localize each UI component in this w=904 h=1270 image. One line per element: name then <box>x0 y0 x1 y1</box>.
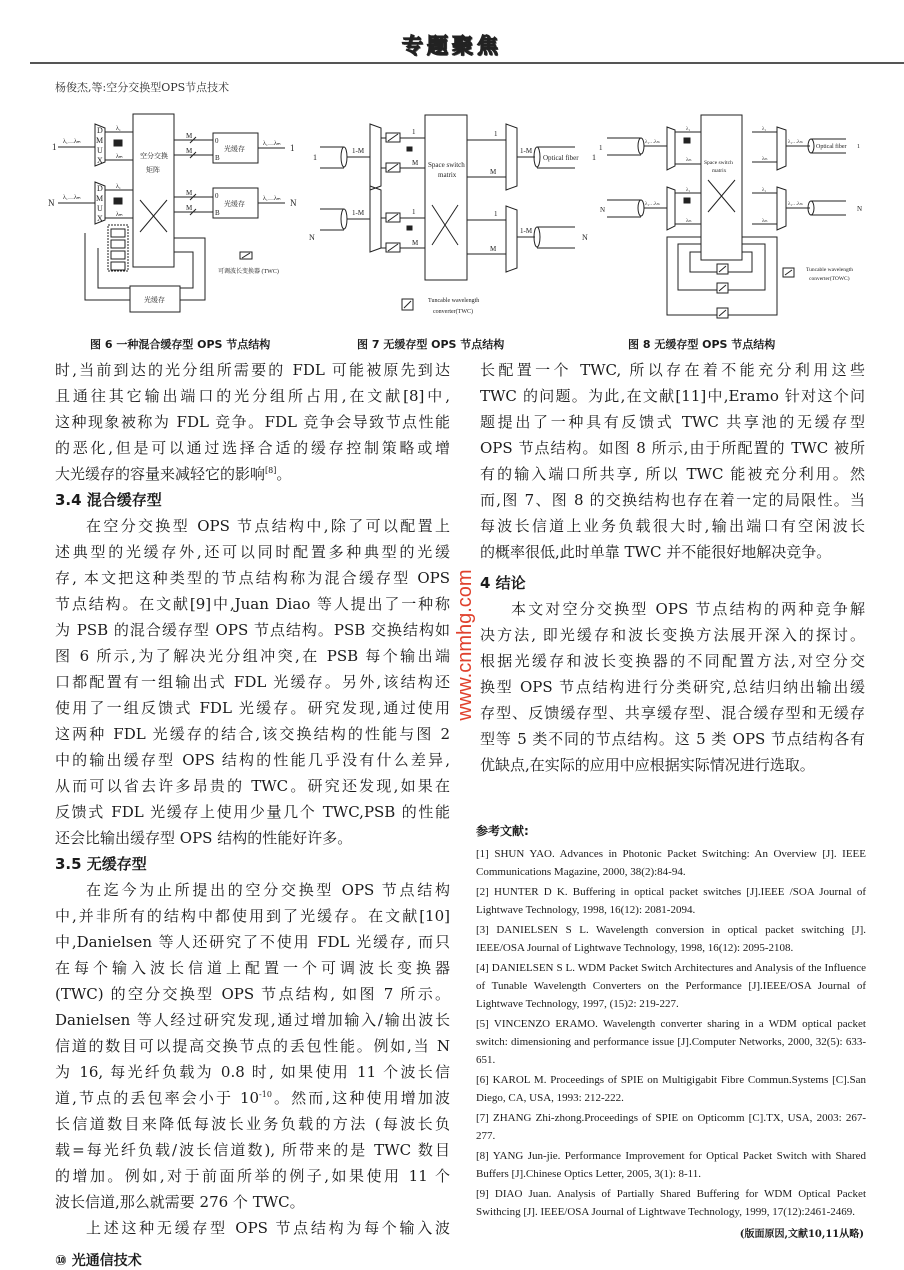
label: M <box>490 168 497 176</box>
label: B <box>215 154 220 162</box>
label: matrix <box>712 168 727 174</box>
label: 1 <box>313 153 317 162</box>
label: D <box>97 184 103 193</box>
label: X <box>97 214 103 223</box>
line-text: 存, 本文把这种类型的节点结构称为混合缓存型 OPS <box>55 569 450 587</box>
text-line <box>55 747 450 773</box>
label: λ₁…λₘ <box>263 196 281 202</box>
text-line <box>480 539 865 565</box>
text-line <box>55 1137 450 1163</box>
label: N <box>309 233 315 242</box>
label: 空分交换 <box>140 152 168 160</box>
line-text: 本文对空分交换型 OPS 节点结构的两种竞争解 <box>511 600 865 618</box>
figures <box>0 100 904 335</box>
crossbar-icon <box>140 200 167 232</box>
line-text: TWC 的问题。为此,在文献[11]中,Eramo 针对这个问 <box>480 387 865 405</box>
line-text: 使用了一组反馈式 FDL 光缓存。研究发现,通过使用 <box>55 699 450 717</box>
line-text: 从而可以省去许多昂贵的 TWC。研究还发现,如果在 <box>55 777 450 795</box>
section-heading <box>480 570 865 596</box>
label: N <box>48 198 55 208</box>
text-line <box>480 435 865 461</box>
references-title: 参考文献: <box>476 824 529 838</box>
line-text: OPS 节点结构。如图 8 所示,由于所配置的 TWC 被所 <box>480 439 865 457</box>
line-text: 3.5 无缓存型 <box>55 855 147 873</box>
text-line <box>55 1059 450 1085</box>
text-line <box>480 357 865 383</box>
label: λ₁ <box>762 127 767 132</box>
line-text: 节点结构。在文献[9]中,Juan Diao 等人提出了一种称 <box>55 595 450 613</box>
label: M <box>186 189 193 197</box>
watermark: www.cnmhg.com <box>454 569 476 721</box>
line-text: 口都配置有一组输出式 FDL 光缓存。另外,该结构还 <box>55 673 450 691</box>
label: 1 <box>290 143 295 153</box>
line-text: 时,当前到达的光分组所需要的 FDL 可能被原先到达 <box>55 361 450 379</box>
text-line <box>55 565 450 591</box>
line-text: 有的输入端口所共享, 所以 TWC 能被充分利用。然 <box>480 465 865 483</box>
line-text: Danielsen 等人经过研究发现,通过增加输入/输出波长 <box>55 1011 450 1029</box>
label: λ₁…λₘ <box>788 202 803 207</box>
label: λₘ <box>762 157 768 162</box>
text-line <box>55 825 450 851</box>
reference-item: [9] DIAO Juan. Analysis of Partially Shared Buffering for WDM Optical Packet Swithcing [J]. IEEE/OSA Journal of Lightwave Technology, 1999, 17(12):2461-2469. <box>476 1188 866 1218</box>
label: matrix <box>438 171 457 179</box>
text-line <box>480 752 865 778</box>
label: 光缓存 <box>224 200 245 208</box>
label: Space switch <box>704 160 733 166</box>
text-line <box>55 929 450 955</box>
text-line <box>480 409 865 435</box>
label: 1 <box>494 130 498 138</box>
line-text: 长信道数目来降低每波长业务负载的方法 (每波长负 <box>55 1115 450 1133</box>
label: N <box>582 233 588 242</box>
label: Space switch <box>428 161 465 169</box>
line-text: 3.4 混合缓存型 <box>55 491 162 509</box>
line-text: 这两种 FDL 光缓存的结合,该交换结构的性能与图 2 <box>55 725 450 743</box>
superscript: [8] <box>265 466 277 475</box>
text-line <box>55 1215 450 1241</box>
label: λₘ <box>762 219 768 224</box>
line-text: 中,并非所有的结构中都使用到了光缓存。在文献[10] <box>55 907 450 925</box>
label: 1-M <box>520 227 533 235</box>
line-text: 载=每光纤负载/波长信道数), 所带来的是 TWC 数目 <box>55 1141 450 1159</box>
label: 1 <box>592 153 596 162</box>
line-text: 在空分交换型 OPS 节点结构中,除了可以配置上 <box>86 517 450 535</box>
section-heading <box>55 487 450 513</box>
label: 可调波长变换器 (TWC) <box>218 269 279 275</box>
label: N <box>600 206 606 214</box>
label: 光缓存 <box>144 296 165 304</box>
text-line <box>55 383 450 409</box>
line-text-tail: 。 <box>276 465 292 483</box>
label: 1 <box>412 208 416 216</box>
label: λ₁ <box>116 184 122 190</box>
superscript: -10 <box>259 1090 272 1099</box>
section-title: 专题聚焦 <box>402 34 502 58</box>
footer-journal: ⑩ 光通信技术 <box>55 1253 142 1269</box>
label: Tuncable wavelength <box>806 267 853 273</box>
label: Optical fiber <box>816 144 847 150</box>
line-text: 为 PSB 的混合缓存型 OPS 节点结构。PSB 交换结构如 <box>55 621 450 639</box>
label: λ₁ <box>686 127 691 132</box>
line-text: 决方法, 即光缓存和波长变换方法展开深入的探讨。 <box>480 626 865 644</box>
label: λ₁…λₘ <box>63 139 81 145</box>
text-line <box>55 955 450 981</box>
label: Optical fiber <box>543 154 579 162</box>
reference-item: [6] KAROL M. Proceedings of SPIE on Multigigabit Fibre Commun.Systems [C].San Diego, CA, USA, 1993: 212-222. <box>476 1074 866 1104</box>
text-line <box>480 383 865 409</box>
line-text: 图 6 所示,为了解决光分组冲突,在 PSB 每个输出端 <box>55 647 450 665</box>
text-line <box>55 877 450 903</box>
text-line <box>55 1007 450 1033</box>
text-line <box>55 721 450 747</box>
line-text: 存型、反馈缓存型、共享缓存型、混合缓存型和无缓存 <box>480 704 865 722</box>
line-text: 道,节点的丢包率会小于 10 <box>55 1089 260 1107</box>
text-line <box>55 1111 450 1137</box>
section-heading <box>55 851 450 877</box>
text-line <box>55 773 450 799</box>
figure-7-caption: 图 7 无缓存型 OPS 节点结构 <box>357 338 505 351</box>
label: 光缓存 <box>224 145 245 153</box>
label: λₘ <box>686 219 692 224</box>
label: λ₁…λₘ <box>788 140 803 145</box>
label: M <box>412 239 419 247</box>
label: 1-M <box>520 147 533 155</box>
line-text: 信道的数目可以提高交换节点的丢包性能。例如,当 N <box>55 1037 450 1055</box>
line-text: 长配置一个 TWC, 所以存在着不能充分利用这些 <box>480 361 865 379</box>
label: λ₁…λₘ <box>645 202 660 207</box>
text-line <box>55 617 450 643</box>
line-text: 4 结论 <box>480 574 526 592</box>
label: U <box>97 204 103 213</box>
text-line <box>55 903 450 929</box>
label: 0 <box>215 192 219 200</box>
label: 1 <box>412 128 416 136</box>
line-text: 中的输出缓存型 OPS 结构的性能几乎没有什么差异, <box>55 751 450 769</box>
line-text: 上述这种无缓存型 OPS 节点结构为每个输入波 <box>86 1219 450 1237</box>
reference-item: [2] HUNTER D K. Buffering in optical packet switches [J].IEEE /SOA Journal of Lightwave Technology, 1998, 16(12): 2081-2094. <box>476 886 866 916</box>
label: D <box>97 126 103 135</box>
label: M <box>96 194 104 203</box>
line-text: 的概率很低,此时单靠 TWC 并不能很好地解决竞争。 <box>480 543 832 561</box>
text-line <box>480 487 865 513</box>
text-line <box>55 409 450 435</box>
label: 1 <box>52 142 57 152</box>
reference-item: [3] DANIELSEN S L. Wavelength conversion in optical packet switching [J]. IEEE/OSA Journal of Lightwave Technology, 1998, 16(12): 2095-2108. <box>476 924 866 954</box>
line-text: 题提出了一种具有反馈式 TWC 共享池的无缓存型 <box>480 413 865 431</box>
line-text: 波长信道,那么就需要 276 个 TWC。 <box>55 1193 305 1211</box>
label: M <box>186 132 193 140</box>
text-line <box>55 539 450 565</box>
space-switch-box <box>701 115 742 260</box>
text-line <box>480 674 865 700</box>
text-line <box>55 1085 450 1111</box>
line-text: 还会比输出缓存型 OPS 结构的性能好许多。 <box>55 829 353 847</box>
label: M <box>412 159 419 167</box>
text-line <box>55 669 450 695</box>
figure-6-caption: 图 6 一种混合缓存型 OPS 节点结构 <box>90 338 271 351</box>
text-line <box>480 726 865 752</box>
text-line <box>55 435 450 461</box>
references-list <box>476 845 866 1221</box>
line-text: 的增加。例如,对于前面所举的例子,如果使用 11 个 <box>55 1167 450 1185</box>
label: 矩阵 <box>146 166 160 174</box>
label: U <box>97 146 103 155</box>
line-text: 换型 OPS 节点结构进行分类研究,总结归纳出输出缓 <box>480 678 865 696</box>
label: λₘ <box>686 158 692 163</box>
line-text: 反馈式 FDL 光缓存上使用少量几个 TWC,PSB 的性能 <box>55 803 450 821</box>
text-line <box>480 622 865 648</box>
label: converter(TWC) <box>433 309 473 315</box>
line-text: 这种现象被称为 FDL 竞争。FDL 竞争会导致节点性能 <box>55 413 450 431</box>
text-line <box>55 643 450 669</box>
references-note: (版面原因,文献10,11从略) <box>739 1229 864 1240</box>
reference-item: [4] DANIELSEN S L. WDM Packet Switch Architectures and Analysis of the Influence of Tunable Wavelength Converters on the Performance [J].IEEE/OSA Journal of Lightwave Technology, 1997, (15)2: 219-227. <box>476 962 866 1010</box>
references <box>476 822 866 1240</box>
line-text: 述典型的光缓存外,还可以同时配置多种典型的光缓 <box>55 543 450 561</box>
text-line <box>55 1033 450 1059</box>
label: M <box>490 245 497 253</box>
label: 1-M <box>352 147 365 155</box>
label: λ₁ <box>116 126 122 132</box>
label: Tuncable wavelength <box>428 298 480 304</box>
text-line <box>55 513 450 539</box>
label: 1 <box>494 210 498 218</box>
label: M <box>96 136 104 145</box>
label: λ₁…λₘ <box>263 141 281 147</box>
line-text: 型等 5 类不同的节点结构。这 5 类 OPS 节点结构各有 <box>480 730 865 748</box>
reference-item: [8] YANG Jun-jie. Performance Improvement for Optical Packet Switch with Shared Buffers [J].Chinese Optics Letter, 2005, 3(1): 8-11. <box>476 1150 866 1180</box>
line-text: 优缺点,在实际的应用中应根据实际情况进行选取。 <box>480 756 815 774</box>
figure-6-diagram <box>48 114 297 312</box>
header-rule <box>30 62 904 64</box>
text-line <box>55 981 450 1007</box>
label: λ₁ <box>686 188 691 193</box>
reference-item: [5] VINCENZO ERAMO. Wavelength converter sharing in a WDM optical packet switch: dimensioning and performance issue [J].Computer Networks, 2000, 32(5): 633-651. <box>476 1018 866 1066</box>
figure-8-caption: 图 8 无缓存型 OPS 节点结构 <box>628 338 776 351</box>
label: 1 <box>599 144 603 152</box>
line-text-tail: 。然而,这种使用增加波 <box>271 1089 450 1107</box>
line-text: 中,Danielsen 等人还研究了不使用 FDL 光缓存, 而只 <box>55 933 450 951</box>
text-line <box>55 1163 450 1189</box>
label: λ₁…λₘ <box>645 140 660 145</box>
text-line <box>55 1189 450 1215</box>
label: λₘ <box>116 212 123 218</box>
reference-item: [7] ZHANG Zhi-zhong.Proceedings of SPIE on Opticomm [C].TX, USA, 2003: 267-277. <box>476 1112 866 1142</box>
label: 1 <box>857 144 860 150</box>
line-text: 为 16, 每光纤负载为 0.8 时, 如果使用 11 个波长信 <box>55 1063 450 1081</box>
line-text: 的恶化,但是可以通过选择合适的缓存控制策略或增 <box>55 439 450 457</box>
label: M <box>186 204 193 212</box>
figure-7-diagram <box>309 115 596 315</box>
label: M <box>186 147 193 155</box>
label: N <box>290 198 297 208</box>
line-text: (TWC) 的空分交换型 OPS 节点结构, 如图 7 所示。 <box>55 985 450 1003</box>
line-text: 在每个输入波长信道上配置一个可调波长变换器 <box>55 959 450 977</box>
figure-8-diagram <box>599 115 862 318</box>
text-line <box>55 799 450 825</box>
label: λ₁…λₘ <box>63 195 81 201</box>
label: N <box>857 205 863 213</box>
text-line <box>55 591 450 617</box>
label: λ₁ <box>762 188 767 193</box>
label: X <box>97 156 103 165</box>
line-text: 大光缓存的容量来减轻它的影响 <box>55 465 266 483</box>
right-column <box>480 357 865 778</box>
line-text: 且通往其它输出端口的光分组所占用,在文献[8]中, <box>55 387 450 405</box>
running-head: 杨俊杰,等:空分交换型OPS节点技术 <box>55 81 230 94</box>
line-text: 而,图 7、图 8 的交换结构也存在着一定的局限性。当 <box>480 491 865 509</box>
line-text: 在迄今为止所提出的空分交换型 OPS 节点结构 <box>86 881 450 899</box>
text-line <box>480 700 865 726</box>
space-switch-box <box>425 115 467 280</box>
text-line <box>55 357 450 383</box>
line-text: 每波长信道上业务负载很大时,输出端口有空闲波长 <box>480 517 865 535</box>
text-line <box>480 596 865 622</box>
reference-item: [1] SHUN YAO. Advances in Photonic Packet Switching: An Overview [J]. IEEE Communications Magazine, 2000, 38(2):84-94. <box>476 848 866 878</box>
text-line <box>55 695 450 721</box>
text-line <box>480 461 865 487</box>
line-text: 根据光缓存和波长变换器的不同配置方法,对空分交 <box>480 652 865 670</box>
text-line <box>480 648 865 674</box>
label: converter(TOWC) <box>809 276 850 282</box>
label: 1-M <box>352 209 365 217</box>
label: 0 <box>215 137 219 145</box>
space-switch-box <box>133 114 174 267</box>
label: B <box>215 209 220 217</box>
text-line <box>55 461 450 487</box>
text-line <box>480 513 865 539</box>
left-column <box>55 357 450 1241</box>
label: λₘ <box>116 154 123 160</box>
